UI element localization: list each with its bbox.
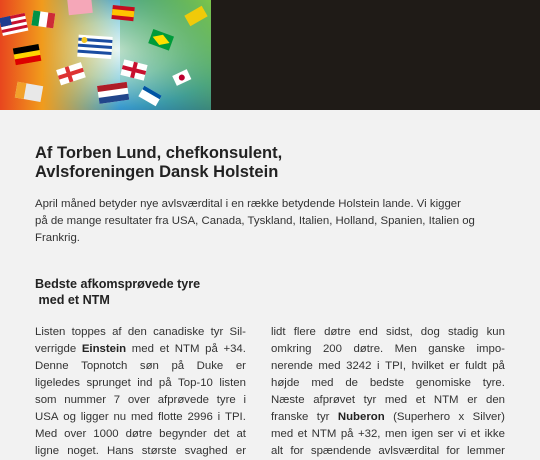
body-column-right [271,324,505,460]
intro-line: April måned betyder nye avlsværdital i en række betydende Holstein lande. Vi kigger [35,198,461,210]
body-word: noget. [67,445,99,457]
body-word: højde [271,377,300,389]
body-word: ind [137,377,153,389]
body-word: afprøvede [157,394,209,406]
body-text-line [271,443,505,460]
body-word: toppes [71,326,106,338]
body-word: NTM [174,343,200,355]
hero-dark-panel [211,0,540,110]
body-word: at [236,428,246,440]
body-word: på [492,360,505,372]
body-word: er [235,445,246,457]
body-word: Men [394,343,417,355]
body-word: største [141,445,177,457]
body-word: med [131,343,154,355]
body-word: for [290,445,304,457]
body-word: hvilket [411,360,444,372]
body-word: nu [113,411,127,423]
body-text-line [35,392,246,409]
body-word: USA [35,411,59,423]
body-word: lidt [271,326,286,338]
body-word: Silver) [472,411,505,423]
body-word: 2996 [187,411,213,423]
body-word: Denne [35,360,69,372]
body-word: de [345,377,358,389]
intro-line: på de mange resultater fra USA, Canada, Tyskland, Italien, Holland, Spanien, Italien og [35,215,475,227]
body-word: NTM [433,394,459,406]
body-word: dog [420,326,440,338]
body-word: franske [271,411,309,423]
body-word: Næste [271,394,305,406]
body-word: verrigde [35,343,77,355]
body-word: i [377,360,380,372]
body-word: på [158,377,172,389]
body-word: med [318,360,341,372]
body-word: +32, [357,428,381,440]
body-text-line [271,375,505,392]
body-text-line [271,392,505,409]
body-word: impo- [476,343,505,355]
body-word: over [64,428,87,440]
body-word: sprunget [86,377,131,389]
body-word: ligne [35,445,60,457]
body-word: et [415,394,426,406]
hero-banner [0,0,540,110]
body-word: og [63,411,76,423]
body-word: med [311,377,334,389]
body-word: tyr [363,394,377,406]
body-word: er [467,394,478,406]
body-word: som [35,394,57,406]
intro-line: Frankrig. [35,232,80,244]
body-word: nummer [64,394,107,406]
body-word: listen [219,377,246,389]
body-word: lemmer [466,445,505,457]
title-line: Avlsforeningen Dansk Holstein [35,163,279,181]
body-word: for [446,445,460,457]
body-word: Med [35,428,58,440]
body-text-line [35,358,246,375]
body-word: kun [486,326,505,338]
body-word: er [449,360,460,372]
body-text-line [271,426,505,443]
body-word: stadig [447,326,479,338]
section-heading-line: Bedste afkomsprøvede tyre [35,277,201,291]
article-title [35,144,455,182]
body-word: +34. [223,343,246,355]
body-word: Sil- [229,326,246,338]
bull-name: Nuberon [337,411,385,423]
body-word: af [112,326,122,338]
body-word: døtre [324,326,351,338]
body-word: 1000 [93,428,119,440]
body-word: begynder [159,428,207,440]
body-word: det [213,428,230,440]
body-word: TPI. [225,411,246,423]
body-word: avlsværdital [378,445,440,457]
body-word: men [384,428,408,440]
body-word: døtre. [353,343,384,355]
body-word: (Superhero [393,411,451,423]
body-word: 3242 [346,360,372,372]
body-word: genomiske [415,377,471,389]
body-word: NTM [311,428,337,440]
body-word: nerende [271,360,313,372]
body-word: tyr [210,326,224,338]
section-heading [35,276,335,308]
body-word: spændende [310,445,372,457]
body-word: i [243,394,246,406]
body-word: et [470,428,481,440]
body-word: et [159,343,170,355]
body-word: den [127,326,147,338]
body-text-line [271,341,505,358]
body-word: er [235,360,246,372]
body-text-line [271,358,505,375]
body-word: omkring [271,343,312,355]
body-text-line [35,443,246,460]
body-word: alt [271,445,284,457]
body-word: i [217,411,221,423]
body-word: ser [437,428,454,440]
body-word: igen [411,428,434,440]
body-word: bedste [369,377,405,389]
body-text-line [271,409,505,426]
body-word: TPI, [385,360,406,372]
body-word: 7 [113,394,121,406]
body-word: Hans [107,445,134,457]
body-word: sidst, [386,326,413,338]
body-word: Topnotch [81,360,128,372]
body-text-line [35,341,246,358]
article-intro [35,196,505,247]
body-word: med [130,411,154,423]
body-word: end [358,326,378,338]
body-text-line [35,324,246,341]
body-word: x [458,411,465,423]
body-word: den [485,394,505,406]
body-word: flere [293,326,316,338]
body-word: tyr [316,411,330,423]
body-text-line [35,375,246,392]
body-word: med [271,428,294,440]
body-word: fuldt [465,360,487,372]
title-line: Af Torben Lund, chefkonsulent, [35,144,283,162]
body-word: svaghed [184,445,228,457]
body-word: på [340,428,354,440]
body-word: tyre [216,394,236,406]
body-word: vi [457,428,467,440]
body-word: tyre. [482,377,505,389]
body-word: ikke [484,428,505,440]
flags-globe-image [0,0,211,110]
body-word: med [384,394,408,406]
body-text-line [35,426,246,443]
bull-name: Einstein [81,343,127,355]
body-text-line [35,409,246,426]
body-word: ligeledes [35,377,80,389]
body-word: på [205,343,218,355]
body-word: over [127,394,150,406]
body-word: flotte [157,411,183,423]
body-word: Duke [196,360,224,372]
body-column-left [35,324,246,460]
body-word: døtre [125,428,153,440]
body-word: canadiske [153,326,205,338]
body-text-line [271,324,505,341]
body-word: ganske [428,343,466,355]
body-word: søn [139,360,159,372]
body-word: ligger [80,411,109,423]
body-word: 200 [322,343,342,355]
section-heading-line: med et NTM [35,293,110,307]
body-word: på [171,360,185,372]
body-word: et [297,428,308,440]
body-word: Top-10 [178,377,213,389]
body-word: Listen [35,326,66,338]
body-word: afprøvet [313,394,355,406]
